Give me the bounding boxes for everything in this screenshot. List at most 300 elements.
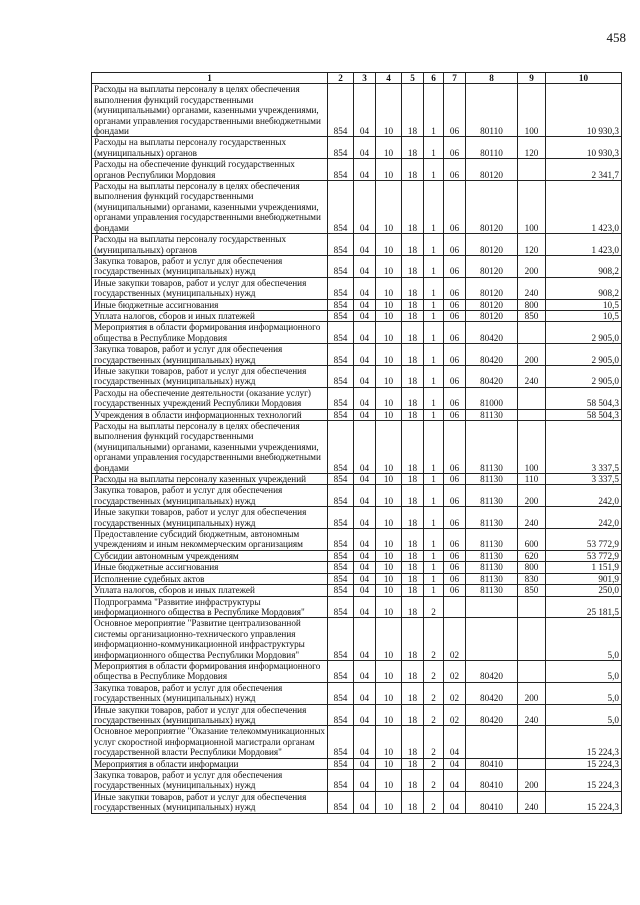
code-cell-c9: 100 bbox=[518, 181, 546, 234]
code-cell-c8: 81130 bbox=[466, 562, 518, 573]
amount-cell: 2 905,0 bbox=[546, 365, 622, 387]
code-cell-c6: 2 bbox=[424, 682, 444, 704]
code-cell-c7: 06 bbox=[444, 507, 466, 529]
table-row bbox=[92, 485, 622, 507]
row-description: Закупка товаров, работ и услуг для обеспечения государственных (муниципальных) нужд bbox=[92, 344, 328, 366]
amount-cell: 10,5 bbox=[546, 299, 622, 310]
table-row bbox=[92, 529, 622, 551]
code-cell-c7: 06 bbox=[444, 299, 466, 310]
code-cell-c3: 04 bbox=[354, 277, 376, 299]
code-cell-c9 bbox=[518, 387, 546, 409]
code-cell-c3: 04 bbox=[354, 234, 376, 256]
code-cell-c6: 1 bbox=[424, 344, 444, 366]
code-cell-c3: 04 bbox=[354, 299, 376, 310]
code-cell-c3: 04 bbox=[354, 585, 376, 596]
code-cell-c7: 06 bbox=[444, 181, 466, 234]
code-cell-c3: 04 bbox=[354, 758, 376, 769]
code-cell-c3: 04 bbox=[354, 507, 376, 529]
code-cell-c2: 854 bbox=[328, 682, 354, 704]
code-cell-c3: 04 bbox=[354, 137, 376, 159]
table-row bbox=[92, 322, 622, 344]
code-cell-c6: 1 bbox=[424, 474, 444, 485]
code-cell-c7: 06 bbox=[444, 485, 466, 507]
table-row bbox=[92, 137, 622, 159]
code-cell-c7: 04 bbox=[444, 791, 466, 813]
code-cell-c2: 854 bbox=[328, 596, 354, 618]
code-cell-c5: 18 bbox=[402, 365, 424, 387]
code-cell-c2: 854 bbox=[328, 573, 354, 584]
code-cell-c9: 100 bbox=[518, 421, 546, 474]
code-cell-c5: 18 bbox=[402, 770, 424, 792]
code-cell-c3: 04 bbox=[354, 660, 376, 682]
row-description: Учреждения в области информационных технологий bbox=[92, 409, 328, 420]
amount-cell: 15 224,3 bbox=[546, 758, 622, 769]
amount-cell: 1 151,9 bbox=[546, 562, 622, 573]
code-cell-c7: 06 bbox=[444, 529, 466, 551]
code-cell-c3: 04 bbox=[354, 770, 376, 792]
table-row bbox=[92, 596, 622, 618]
code-cell-c4: 10 bbox=[376, 299, 402, 310]
table-row bbox=[92, 791, 622, 813]
row-description: Уплата налогов, сборов и иных платежей bbox=[92, 310, 328, 321]
code-cell-c2: 854 bbox=[328, 758, 354, 769]
code-cell-c4: 10 bbox=[376, 84, 402, 137]
code-cell-c8: 81130 bbox=[466, 529, 518, 551]
code-cell-c2: 854 bbox=[328, 365, 354, 387]
code-cell-c9 bbox=[518, 409, 546, 420]
code-cell-c3: 04 bbox=[354, 573, 376, 584]
code-cell-c4: 10 bbox=[376, 137, 402, 159]
code-cell-c6: 1 bbox=[424, 387, 444, 409]
code-cell-c5: 18 bbox=[402, 409, 424, 420]
amount-cell: 908,2 bbox=[546, 277, 622, 299]
code-cell-c9 bbox=[518, 618, 546, 661]
code-cell-c5: 18 bbox=[402, 234, 424, 256]
row-description: Иные закупки товаров, работ и услуг для обеспечения государственных (муниципальных) нужд bbox=[92, 277, 328, 299]
code-cell-c7: 02 bbox=[444, 660, 466, 682]
code-cell-c3: 04 bbox=[354, 421, 376, 474]
code-cell-c2: 854 bbox=[328, 485, 354, 507]
code-cell-c8: 81130 bbox=[466, 550, 518, 561]
table-row bbox=[92, 409, 622, 420]
code-cell-c5: 18 bbox=[402, 585, 424, 596]
code-cell-c5: 18 bbox=[402, 618, 424, 661]
code-cell-c7: 02 bbox=[444, 704, 466, 726]
table-row bbox=[92, 310, 622, 321]
code-cell-c8: 80120 bbox=[466, 299, 518, 310]
code-cell-c6: 2 bbox=[424, 660, 444, 682]
code-cell-c6: 1 bbox=[424, 322, 444, 344]
amount-cell: 250,0 bbox=[546, 585, 622, 596]
table-row bbox=[92, 562, 622, 573]
code-cell-c7: 06 bbox=[444, 277, 466, 299]
code-cell-c2: 854 bbox=[328, 529, 354, 551]
code-cell-c8: 81130 bbox=[466, 409, 518, 420]
row-description: Иные закупки товаров, работ и услуг для обеспечения государственных (муниципальных) нужд bbox=[92, 507, 328, 529]
code-cell-c6: 2 bbox=[424, 726, 444, 758]
code-cell-c7: 02 bbox=[444, 682, 466, 704]
code-cell-c5: 18 bbox=[402, 507, 424, 529]
code-cell-c5: 18 bbox=[402, 726, 424, 758]
code-cell-c2: 854 bbox=[328, 322, 354, 344]
code-cell-c4: 10 bbox=[376, 344, 402, 366]
code-cell-c2: 854 bbox=[328, 704, 354, 726]
code-cell-c8: 81000 bbox=[466, 387, 518, 409]
code-cell-c5: 18 bbox=[402, 344, 424, 366]
code-cell-c7: 04 bbox=[444, 726, 466, 758]
row-description: Иные закупки товаров, работ и услуг для обеспечения государственных (муниципальных) нужд bbox=[92, 704, 328, 726]
code-cell-c9: 200 bbox=[518, 682, 546, 704]
code-cell-c6: 1 bbox=[424, 585, 444, 596]
code-cell-c4: 10 bbox=[376, 365, 402, 387]
code-cell-c4: 10 bbox=[376, 596, 402, 618]
code-cell-c2: 854 bbox=[328, 618, 354, 661]
code-cell-c3: 04 bbox=[354, 618, 376, 661]
code-cell-c6: 1 bbox=[424, 485, 444, 507]
amount-cell: 908,2 bbox=[546, 255, 622, 277]
code-cell-c7: 06 bbox=[444, 421, 466, 474]
amount-cell: 53 772,9 bbox=[546, 529, 622, 551]
code-cell-c3: 04 bbox=[354, 84, 376, 137]
code-cell-c4: 10 bbox=[376, 529, 402, 551]
code-cell-c8: 80120 bbox=[466, 181, 518, 234]
amount-cell: 15 224,3 bbox=[546, 770, 622, 792]
table-row bbox=[92, 344, 622, 366]
code-cell-c2: 854 bbox=[328, 507, 354, 529]
code-cell-c2: 854 bbox=[328, 409, 354, 420]
code-cell-c2: 854 bbox=[328, 660, 354, 682]
row-description: Подпрограмма "Развитие инфраструктуры информационного общества в Республике Мордовия" bbox=[92, 596, 328, 618]
budget-table bbox=[91, 72, 622, 814]
code-cell-c7: 06 bbox=[444, 365, 466, 387]
code-cell-c2: 854 bbox=[328, 255, 354, 277]
amount-cell: 5,0 bbox=[546, 682, 622, 704]
code-cell-c7: 06 bbox=[444, 255, 466, 277]
code-cell-c9 bbox=[518, 758, 546, 769]
code-cell-c5: 18 bbox=[402, 550, 424, 561]
code-cell-c8: 80420 bbox=[466, 344, 518, 366]
column-header: 5 bbox=[402, 73, 424, 84]
code-cell-c9: 110 bbox=[518, 474, 546, 485]
code-cell-c2: 854 bbox=[328, 585, 354, 596]
code-cell-c6: 1 bbox=[424, 299, 444, 310]
code-cell-c9: 830 bbox=[518, 573, 546, 584]
code-cell-c9 bbox=[518, 726, 546, 758]
code-cell-c9: 240 bbox=[518, 365, 546, 387]
row-description: Уплата налогов, сборов и иных платежей bbox=[92, 585, 328, 596]
code-cell-c8 bbox=[466, 618, 518, 661]
table-row bbox=[92, 507, 622, 529]
code-cell-c2: 854 bbox=[328, 770, 354, 792]
row-description: Расходы на обеспечение функций государственных органов Республики Мордовия bbox=[92, 159, 328, 181]
code-cell-c8: 80410 bbox=[466, 791, 518, 813]
code-cell-c8: 81130 bbox=[466, 474, 518, 485]
code-cell-c4: 10 bbox=[376, 562, 402, 573]
row-description: Иные бюджетные ассигнования bbox=[92, 562, 328, 573]
code-cell-c7: 06 bbox=[444, 585, 466, 596]
code-cell-c8: 81130 bbox=[466, 507, 518, 529]
code-cell-c8 bbox=[466, 726, 518, 758]
amount-cell: 1 423,0 bbox=[546, 234, 622, 256]
row-description: Закупка товаров, работ и услуг для обеспечения государственных (муниципальных) нужд bbox=[92, 485, 328, 507]
code-cell-c4: 10 bbox=[376, 409, 402, 420]
code-cell-c9: 240 bbox=[518, 507, 546, 529]
code-cell-c8: 80120 bbox=[466, 255, 518, 277]
code-cell-c4: 10 bbox=[376, 550, 402, 561]
code-cell-c2: 854 bbox=[328, 421, 354, 474]
code-cell-c2: 854 bbox=[328, 562, 354, 573]
amount-cell: 2 341,7 bbox=[546, 159, 622, 181]
code-cell-c7: 06 bbox=[444, 409, 466, 420]
code-cell-c3: 04 bbox=[354, 387, 376, 409]
code-cell-c5: 18 bbox=[402, 573, 424, 584]
code-cell-c8: 80410 bbox=[466, 770, 518, 792]
code-cell-c3: 04 bbox=[354, 344, 376, 366]
code-cell-c2: 854 bbox=[328, 791, 354, 813]
row-description: Расходы на выплаты персоналу в целях обеспечения выполнения функций государственными (муниципальными) органами, казенными учреждениями, органами управления государственными внебюджетными фондами bbox=[92, 84, 328, 137]
amount-cell: 1 423,0 bbox=[546, 181, 622, 234]
amount-cell: 2 905,0 bbox=[546, 322, 622, 344]
code-cell-c5: 18 bbox=[402, 137, 424, 159]
code-cell-c5: 18 bbox=[402, 310, 424, 321]
code-cell-c4: 10 bbox=[376, 791, 402, 813]
code-cell-c7: 06 bbox=[444, 573, 466, 584]
code-cell-c8: 81130 bbox=[466, 485, 518, 507]
code-cell-c6: 1 bbox=[424, 409, 444, 420]
amount-cell: 5,0 bbox=[546, 660, 622, 682]
code-cell-c6: 2 bbox=[424, 704, 444, 726]
code-cell-c5: 18 bbox=[402, 682, 424, 704]
code-cell-c3: 04 bbox=[354, 562, 376, 573]
code-cell-c5: 18 bbox=[402, 485, 424, 507]
code-cell-c2: 854 bbox=[328, 159, 354, 181]
code-cell-c8 bbox=[466, 596, 518, 618]
code-cell-c4: 10 bbox=[376, 255, 402, 277]
code-cell-c6: 1 bbox=[424, 562, 444, 573]
code-cell-c6: 1 bbox=[424, 181, 444, 234]
code-cell-c6: 1 bbox=[424, 310, 444, 321]
code-cell-c7: 06 bbox=[444, 562, 466, 573]
column-header: 10 bbox=[546, 73, 622, 84]
row-description: Предоставление субсидий бюджетным, автономным учреждениям и иным некоммерческим организациям bbox=[92, 529, 328, 551]
table-row bbox=[92, 573, 622, 584]
amount-cell: 10 930,3 bbox=[546, 84, 622, 137]
code-cell-c6: 1 bbox=[424, 234, 444, 256]
code-cell-c9: 120 bbox=[518, 234, 546, 256]
column-header: 8 bbox=[466, 73, 518, 84]
row-description: Иные бюджетные ассигнования bbox=[92, 299, 328, 310]
code-cell-c7: 04 bbox=[444, 758, 466, 769]
table-row bbox=[92, 682, 622, 704]
table-row bbox=[92, 585, 622, 596]
code-cell-c4: 10 bbox=[376, 181, 402, 234]
amount-cell: 10 930,3 bbox=[546, 137, 622, 159]
code-cell-c9: 800 bbox=[518, 562, 546, 573]
row-description: Исполнение судебных актов bbox=[92, 573, 328, 584]
row-description: Расходы на выплаты персоналу государственных (муниципальных) органов bbox=[92, 137, 328, 159]
code-cell-c2: 854 bbox=[328, 310, 354, 321]
code-cell-c6: 1 bbox=[424, 421, 444, 474]
row-description: Мероприятия в области формирования информационного общества в Республике Мордовия bbox=[92, 322, 328, 344]
code-cell-c9: 200 bbox=[518, 770, 546, 792]
code-cell-c4: 10 bbox=[376, 277, 402, 299]
code-cell-c9 bbox=[518, 660, 546, 682]
code-cell-c4: 10 bbox=[376, 758, 402, 769]
code-cell-c7: 06 bbox=[444, 322, 466, 344]
code-cell-c5: 18 bbox=[402, 322, 424, 344]
code-cell-c7: 06 bbox=[444, 137, 466, 159]
code-cell-c6: 2 bbox=[424, 758, 444, 769]
row-description: Закупка товаров, работ и услуг для обеспечения государственных (муниципальных) нужд bbox=[92, 770, 328, 792]
row-description: Иные закупки товаров, работ и услуг для обеспечения государственных (муниципальных) нужд bbox=[92, 365, 328, 387]
code-cell-c6: 1 bbox=[424, 84, 444, 137]
code-cell-c3: 04 bbox=[354, 704, 376, 726]
code-cell-c7 bbox=[444, 596, 466, 618]
amount-cell: 58 504,3 bbox=[546, 409, 622, 420]
amount-cell: 15 224,3 bbox=[546, 726, 622, 758]
row-description: Закупка товаров, работ и услуг для обеспечения государственных (муниципальных) нужд bbox=[92, 255, 328, 277]
table-row bbox=[92, 704, 622, 726]
amount-cell: 10,5 bbox=[546, 310, 622, 321]
table-row bbox=[92, 770, 622, 792]
code-cell-c3: 04 bbox=[354, 550, 376, 561]
code-cell-c5: 18 bbox=[402, 474, 424, 485]
code-cell-c4: 10 bbox=[376, 660, 402, 682]
code-cell-c4: 10 bbox=[376, 159, 402, 181]
amount-cell: 3 337,5 bbox=[546, 421, 622, 474]
code-cell-c4: 10 bbox=[376, 485, 402, 507]
code-cell-c8: 80420 bbox=[466, 322, 518, 344]
code-cell-c8: 80120 bbox=[466, 234, 518, 256]
table-row bbox=[92, 159, 622, 181]
code-cell-c8: 80420 bbox=[466, 704, 518, 726]
code-cell-c9: 120 bbox=[518, 137, 546, 159]
code-cell-c4: 10 bbox=[376, 618, 402, 661]
page-number: 458 bbox=[606, 30, 626, 45]
code-cell-c5: 18 bbox=[402, 562, 424, 573]
code-cell-c7: 06 bbox=[444, 387, 466, 409]
code-cell-c2: 854 bbox=[328, 726, 354, 758]
code-cell-c8: 80110 bbox=[466, 84, 518, 137]
code-cell-c5: 18 bbox=[402, 596, 424, 618]
code-cell-c7: 06 bbox=[444, 84, 466, 137]
code-cell-c7: 04 bbox=[444, 770, 466, 792]
code-cell-c6: 1 bbox=[424, 159, 444, 181]
code-cell-c8: 80120 bbox=[466, 277, 518, 299]
code-cell-c4: 10 bbox=[376, 704, 402, 726]
code-cell-c6: 1 bbox=[424, 573, 444, 584]
code-cell-c9: 240 bbox=[518, 791, 546, 813]
code-cell-c6: 1 bbox=[424, 529, 444, 551]
amount-cell: 5,0 bbox=[546, 704, 622, 726]
code-cell-c7: 02 bbox=[444, 618, 466, 661]
code-cell-c4: 10 bbox=[376, 322, 402, 344]
code-cell-c9 bbox=[518, 322, 546, 344]
column-header: 3 bbox=[354, 73, 376, 84]
code-cell-c4: 10 bbox=[376, 585, 402, 596]
code-cell-c5: 18 bbox=[402, 255, 424, 277]
code-cell-c5: 18 bbox=[402, 387, 424, 409]
row-description: Основное мероприятие "Оказание телекоммуникационных услуг скоростной информационной магистрали органам государственной власти Республики Мордовия" bbox=[92, 726, 328, 758]
table-row bbox=[92, 618, 622, 661]
code-cell-c7: 06 bbox=[444, 310, 466, 321]
code-cell-c4: 10 bbox=[376, 726, 402, 758]
code-cell-c5: 18 bbox=[402, 159, 424, 181]
column-header: 4 bbox=[376, 73, 402, 84]
code-cell-c4: 10 bbox=[376, 682, 402, 704]
table-row bbox=[92, 421, 622, 474]
row-description: Расходы на выплаты персоналу казенных учреждений bbox=[92, 474, 328, 485]
code-cell-c6: 1 bbox=[424, 277, 444, 299]
code-cell-c9: 620 bbox=[518, 550, 546, 561]
code-cell-c3: 04 bbox=[354, 310, 376, 321]
code-cell-c8: 80110 bbox=[466, 137, 518, 159]
code-cell-c8: 80420 bbox=[466, 660, 518, 682]
code-cell-c4: 10 bbox=[376, 310, 402, 321]
code-cell-c3: 04 bbox=[354, 322, 376, 344]
amount-cell: 25 181,5 bbox=[546, 596, 622, 618]
code-cell-c9: 200 bbox=[518, 485, 546, 507]
table-row bbox=[92, 758, 622, 769]
table-body bbox=[92, 84, 622, 813]
code-cell-c8: 81130 bbox=[466, 573, 518, 584]
code-cell-c5: 18 bbox=[402, 758, 424, 769]
code-cell-c4: 10 bbox=[376, 234, 402, 256]
code-cell-c9 bbox=[518, 159, 546, 181]
code-cell-c7: 06 bbox=[444, 159, 466, 181]
code-cell-c8: 80410 bbox=[466, 758, 518, 769]
code-cell-c2: 854 bbox=[328, 181, 354, 234]
code-cell-c9: 850 bbox=[518, 310, 546, 321]
code-cell-c5: 18 bbox=[402, 277, 424, 299]
table-row bbox=[92, 234, 622, 256]
code-cell-c9: 850 bbox=[518, 585, 546, 596]
code-cell-c3: 04 bbox=[354, 529, 376, 551]
code-cell-c9 bbox=[518, 596, 546, 618]
code-cell-c2: 854 bbox=[328, 277, 354, 299]
code-cell-c4: 10 bbox=[376, 770, 402, 792]
row-description: Мероприятия в области информации bbox=[92, 758, 328, 769]
amount-cell: 242,0 bbox=[546, 485, 622, 507]
code-cell-c9: 200 bbox=[518, 255, 546, 277]
code-cell-c2: 854 bbox=[328, 387, 354, 409]
code-cell-c5: 18 bbox=[402, 704, 424, 726]
code-cell-c4: 10 bbox=[376, 421, 402, 474]
code-cell-c3: 04 bbox=[354, 159, 376, 181]
table-row bbox=[92, 660, 622, 682]
code-cell-c9: 200 bbox=[518, 344, 546, 366]
table-row bbox=[92, 255, 622, 277]
row-description: Расходы на выплаты персоналу в целях обеспечения выполнения функций государственными (муниципальными) органами, казенными учреждениями, органами управления государственными внебюджетными фондами bbox=[92, 181, 328, 234]
table-row bbox=[92, 726, 622, 758]
code-cell-c8: 81130 bbox=[466, 585, 518, 596]
column-header: 2 bbox=[328, 73, 354, 84]
table-row bbox=[92, 474, 622, 485]
code-cell-c3: 04 bbox=[354, 365, 376, 387]
code-cell-c3: 04 bbox=[354, 726, 376, 758]
amount-cell: 53 772,9 bbox=[546, 550, 622, 561]
code-cell-c5: 18 bbox=[402, 791, 424, 813]
code-cell-c6: 2 bbox=[424, 791, 444, 813]
code-cell-c3: 04 bbox=[354, 181, 376, 234]
row-description: Расходы на выплаты персоналу государственных (муниципальных) органов bbox=[92, 234, 328, 256]
row-description: Иные закупки товаров, работ и услуг для обеспечения государственных (муниципальных) нужд bbox=[92, 791, 328, 813]
code-cell-c3: 04 bbox=[354, 474, 376, 485]
code-cell-c2: 854 bbox=[328, 344, 354, 366]
code-cell-c2: 854 bbox=[328, 84, 354, 137]
row-description: Субсидии автономным учреждениям bbox=[92, 550, 328, 561]
code-cell-c4: 10 bbox=[376, 387, 402, 409]
